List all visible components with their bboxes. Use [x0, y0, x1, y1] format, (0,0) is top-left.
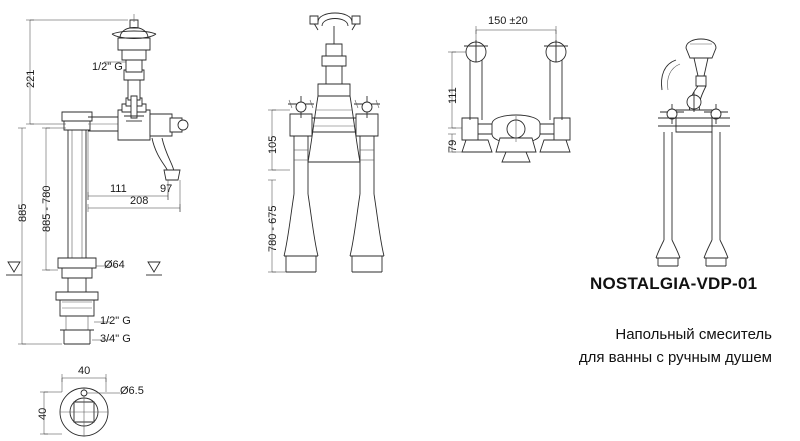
- dim-79: 79: [447, 139, 459, 152]
- product-title: NOSTALGIA-VDP-01: [590, 274, 758, 293]
- product-description: [579, 324, 772, 369]
- dim-111-top: 111: [447, 87, 459, 104]
- base-detail-geometry: [37, 374, 120, 436]
- dim-150: 150 ±20: [488, 15, 528, 27]
- dim-hole-diameter: Ø6.5: [120, 385, 144, 397]
- dim-885-780: 885 - 780: [41, 185, 53, 232]
- dim-221: 221: [25, 69, 37, 88]
- dim-base-40: 40: [78, 365, 91, 377]
- dim-half-g-top: 1/2" G: [92, 61, 123, 73]
- top-view-geometry: [462, 40, 570, 162]
- front-view-geometry: [284, 13, 384, 272]
- dim-base-40-vertical: 40: [37, 407, 49, 420]
- dim-diameter-64: Ø64: [104, 259, 125, 271]
- dim-97: 97: [160, 183, 173, 195]
- dim-780-675: 780 - 675: [267, 205, 279, 252]
- dim-half-g-bottom: 1/2" G: [100, 315, 131, 327]
- dim-208: 208: [130, 195, 149, 207]
- dim-885: 885: [17, 203, 29, 222]
- product-description-line-2: для ванны с ручным душем: [578, 348, 772, 366]
- dim-three-quarter-g: 3/4" G: [100, 333, 131, 345]
- dim-111: 111: [110, 183, 127, 195]
- product-description-line-1: Напольный смеситель: [615, 326, 772, 343]
- shower-view-geometry: [656, 39, 730, 266]
- dim-105: 105: [267, 135, 279, 154]
